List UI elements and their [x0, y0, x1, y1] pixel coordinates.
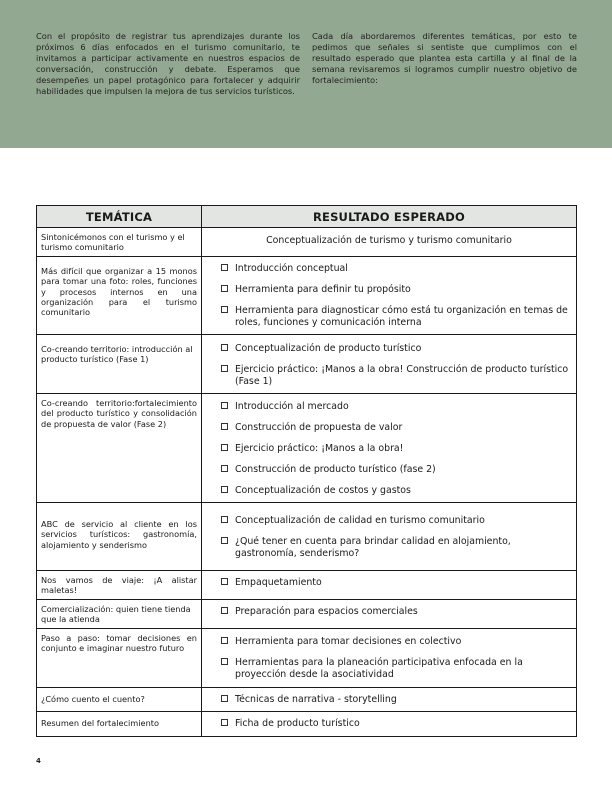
checkbox[interactable]	[221, 365, 228, 372]
header-theme: TEMÁTICA	[37, 206, 202, 228]
result-item	[235, 515, 570, 527]
table-header-row	[37, 206, 577, 228]
result-item	[235, 305, 570, 329]
result-cell	[202, 502, 577, 570]
result-item	[235, 657, 570, 681]
result-item	[235, 636, 570, 648]
checkbox[interactable]	[221, 306, 228, 313]
theme-cell: Co-creando territorio: introducción al producto turístico (Fase 1)	[37, 334, 202, 393]
page-number: 4	[36, 757, 41, 765]
result-item	[235, 364, 570, 388]
theme-cell: Paso a paso: tomar decisiones en conjunto e imaginar nuestro futuro	[37, 628, 202, 687]
result-text: Conceptualización de costos y gastos	[235, 484, 411, 496]
result-text: Herramienta para tomar decisiones en colectivo	[235, 635, 462, 647]
checkbox[interactable]	[221, 285, 228, 292]
checkbox[interactable]	[221, 486, 228, 493]
result-item	[235, 422, 570, 434]
checkbox[interactable]	[221, 537, 228, 544]
theme-cell: Comercialización: quien tiene tienda que la atienda	[37, 599, 202, 628]
result-text: Empaquetamiento	[235, 576, 322, 588]
theme-cell: ABC de servicio al cliente en los servicios turísticos: gastronomía, alojamiento y senderismo	[37, 502, 202, 570]
table-row	[37, 256, 577, 334]
checkbox[interactable]	[221, 719, 228, 726]
checkbox[interactable]	[221, 444, 228, 451]
theme-cell: ¿Cómo cuento el cuento?	[37, 687, 202, 711]
result-text: Preparación para espacios comerciales	[235, 605, 418, 617]
result-item	[235, 284, 570, 296]
result-item	[235, 263, 570, 275]
theme-cell: Sintonicémonos con el turismo y el turismo comunitario	[37, 228, 202, 257]
result-text: Herramientas para la planeación participativa enfocada en la proyección desde la asociatividad	[235, 656, 523, 680]
checkbox[interactable]	[221, 578, 228, 585]
result-cell	[202, 334, 577, 393]
checkbox[interactable]	[221, 402, 228, 409]
checkbox[interactable]	[221, 516, 228, 523]
table-row	[37, 228, 577, 257]
checkbox[interactable]	[221, 465, 228, 472]
result-item	[235, 343, 570, 355]
result-cell	[202, 256, 577, 334]
result-cell	[202, 228, 577, 257]
result-text: Ficha de producto turístico	[235, 717, 360, 729]
result-text: Construcción de producto turístico (fase 2)	[235, 463, 436, 475]
result-item	[235, 718, 570, 730]
result-text: ¿Qué tener en cuenta para brindar calidad en alojamiento, gastronomía, senderismo?	[235, 535, 511, 559]
result-item	[235, 443, 570, 455]
theme-cell: Resumen del fortalecimiento	[37, 711, 202, 736]
result-text: Conceptualización de turismo y turismo comunitario	[266, 235, 512, 246]
table-row	[37, 502, 577, 570]
checkbox[interactable]	[221, 344, 228, 351]
result-text: Conceptualización de calidad en turismo comunitario	[235, 514, 485, 526]
result-item	[235, 401, 570, 413]
result-cell	[202, 393, 577, 502]
result-item	[235, 464, 570, 476]
intro-paragraph-left: Con el propósito de registrar tus aprendizajes durante los próximos 6 días enfocados en el turismo comunitario, te invitamos a participar activamente en nuestros espacios de conversación, construcción y debate. Esperamos que desempeñes un papel protagónico para fortalecer y adquirir habilidades que impulsen la mejora de tus servicios turísticos.	[36, 31, 300, 97]
result-cell	[202, 628, 577, 687]
result-item	[235, 577, 570, 589]
checkbox[interactable]	[221, 607, 228, 614]
checkbox[interactable]	[221, 423, 228, 430]
result-text: Ejercicio práctico: ¡Manos a la obra! Construcción de producto turístico (Fase 1)	[235, 363, 569, 387]
result-text: Ejercicio práctico: ¡Manos a la obra!	[235, 442, 404, 454]
result-text: Conceptualización de producto turístico	[235, 342, 422, 354]
checkbox[interactable]	[221, 658, 228, 665]
result-text: Introducción conceptual	[235, 262, 348, 274]
theme-cell: Nos vamos de viaje: ¡A alistar maletas!	[37, 570, 202, 599]
result-cell	[202, 687, 577, 711]
result-item	[235, 485, 570, 497]
theme-cell: Co-creando territorio:fortalecimiento del producto turístico y consolidación de propuesta de valor (Fase 2)	[37, 393, 202, 502]
result-text: Herramienta para definir tu propósito	[235, 283, 411, 295]
learning-plan-table	[36, 205, 577, 737]
result-cell	[202, 570, 577, 599]
table-row	[37, 628, 577, 687]
checkbox[interactable]	[221, 695, 228, 702]
table-row	[37, 393, 577, 502]
result-cell	[202, 599, 577, 628]
table-row	[37, 334, 577, 393]
result-text: Introducción al mercado	[235, 400, 349, 412]
table-row	[37, 599, 577, 628]
table-row	[37, 711, 577, 736]
result-item	[235, 536, 570, 560]
result-text: Herramienta para diagnosticar cómo está tu organización en temas de roles, funciones y comunicación interna	[235, 304, 568, 328]
header-band	[0, 0, 612, 148]
checkbox[interactable]	[221, 637, 228, 644]
result-cell	[202, 711, 577, 736]
result-item	[235, 694, 570, 706]
table-row	[37, 687, 577, 711]
checkbox[interactable]	[221, 264, 228, 271]
header-result: RESULTADO ESPERADO	[202, 206, 577, 228]
theme-cell: Más difícil que organizar a 15 monos para tomar una foto: roles, funciones y procesos internos en una organización para el turismo comunitario	[37, 256, 202, 334]
intro-paragraph-right: Cada día abordaremos diferentes temáticas, por esto te pedimos que señales si sentiste que cumplimos con el resultado esperado que plantea esta cartilla y al final de la semana revisaremos si logramos cumplir nuestro objetivo de fortalecimiento:	[312, 31, 577, 86]
result-text: Técnicas de narrativa - storytelling	[235, 693, 397, 705]
table-row	[37, 570, 577, 599]
result-item	[235, 606, 570, 618]
result-text: Construcción de propuesta de valor	[235, 421, 403, 433]
